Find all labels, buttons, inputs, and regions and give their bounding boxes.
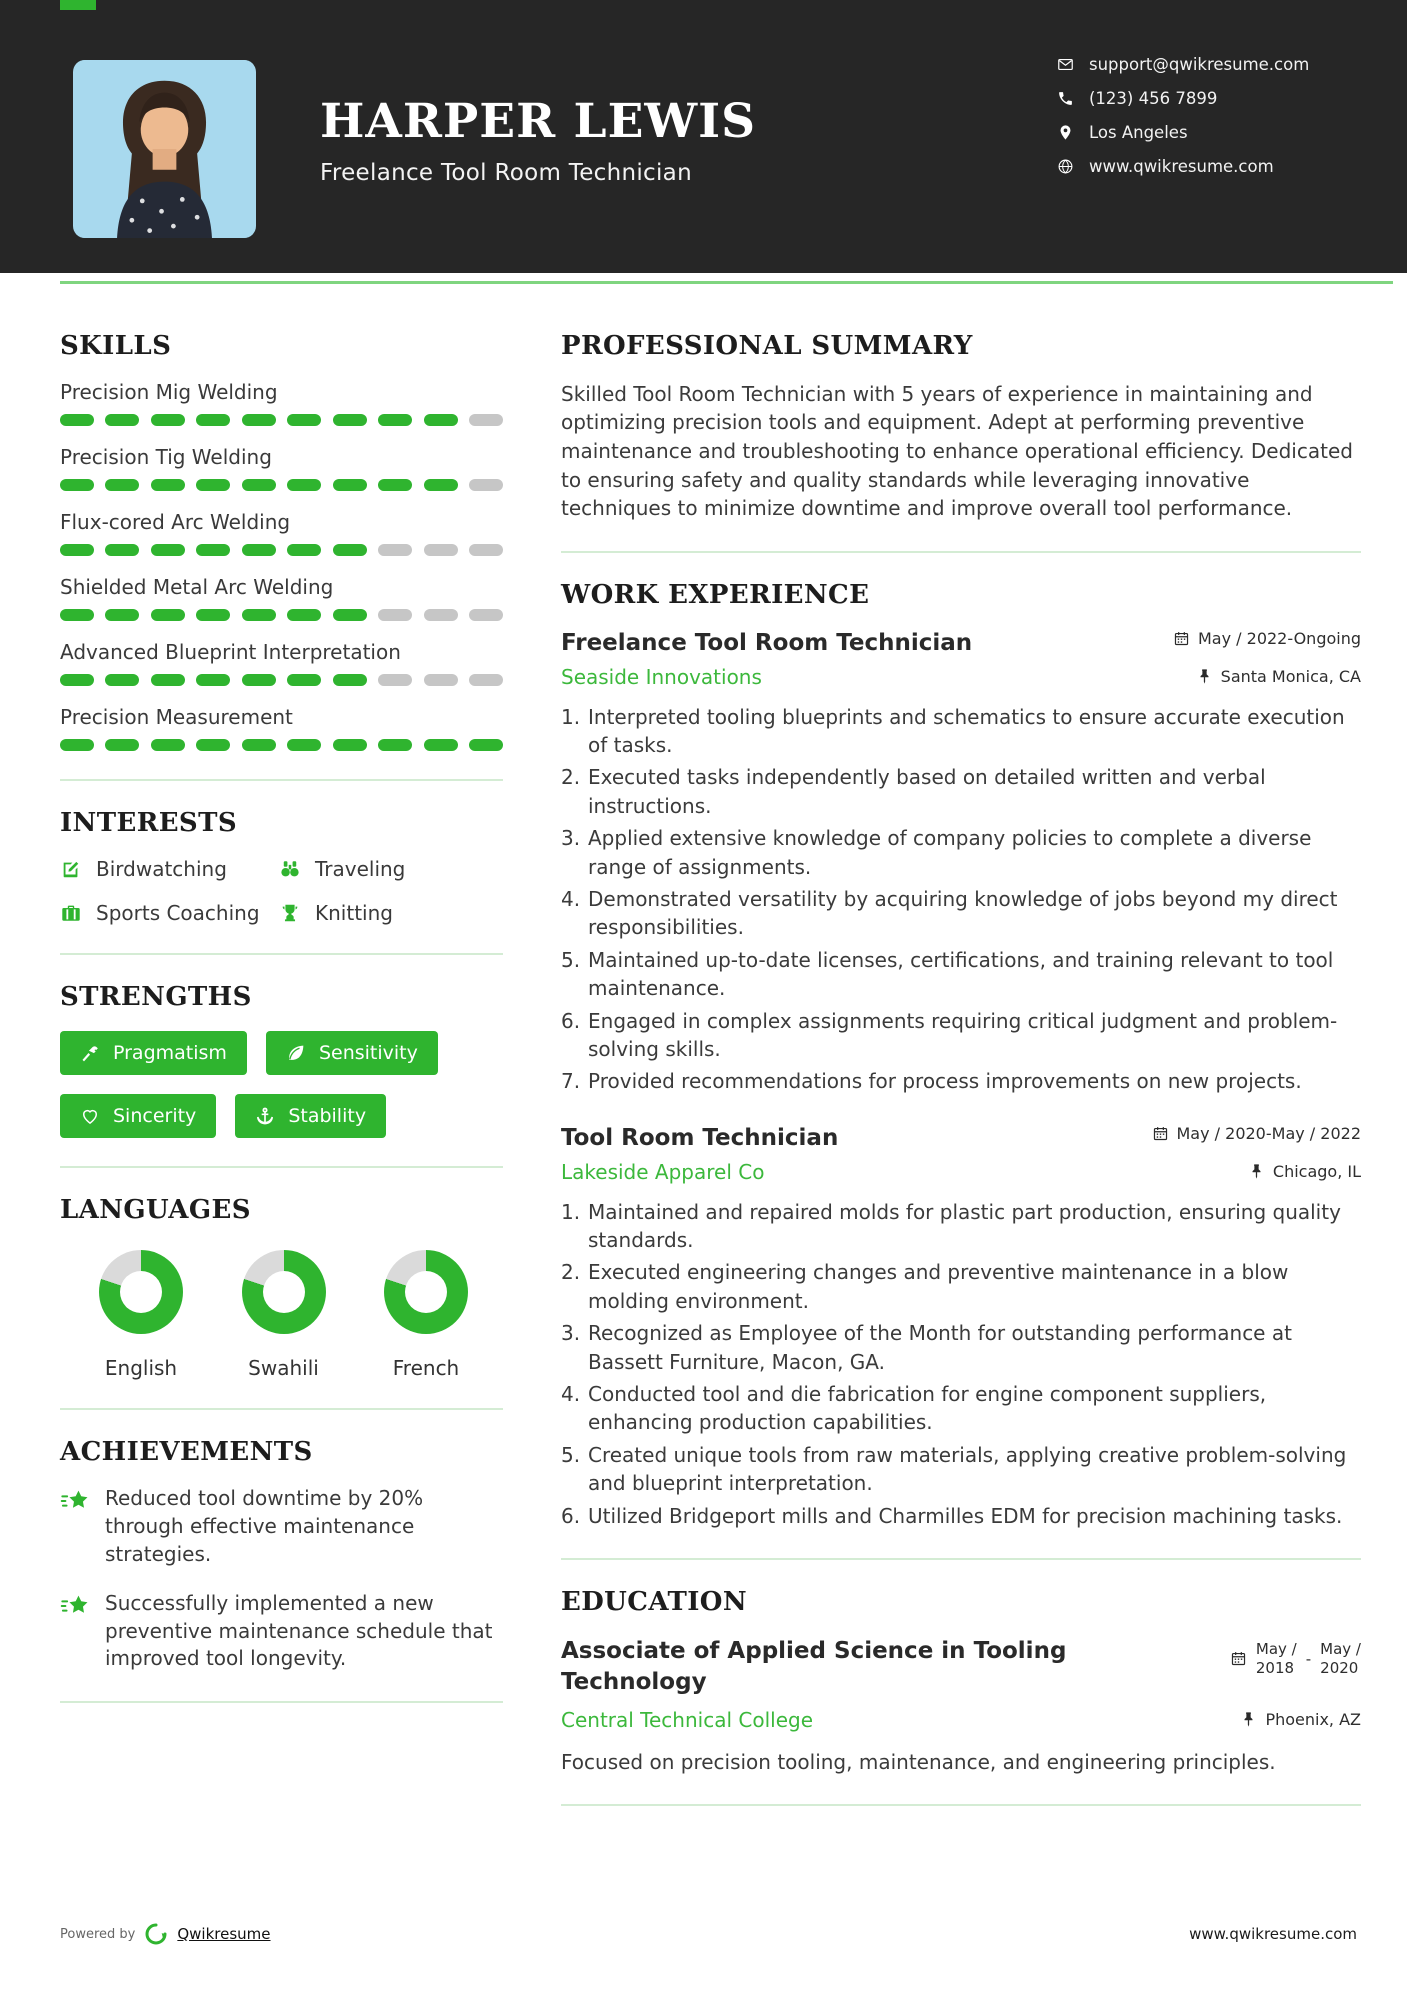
section-divider xyxy=(561,1804,1361,1806)
skill-bar-segment xyxy=(105,414,139,426)
strength-label: Sensitivity xyxy=(318,1041,418,1064)
skill-bar-segment xyxy=(333,544,367,556)
profile-photo-illustration xyxy=(73,60,256,238)
education-section xyxy=(561,1588,1361,1776)
heart-icon xyxy=(80,1106,100,1126)
job-entry xyxy=(561,629,1361,1096)
section-divider xyxy=(60,779,503,781)
skill-bar-segment xyxy=(287,479,321,491)
section-divider xyxy=(60,1166,503,1168)
header-accent-bar xyxy=(60,0,96,10)
skill-bar-segment xyxy=(424,414,458,426)
skill-bar-segment xyxy=(333,674,367,686)
strength-badge xyxy=(60,1094,216,1138)
skill-bar-segment xyxy=(424,739,458,751)
language-donut-chart xyxy=(384,1250,468,1334)
job-bullet: Executed tasks independently based on detailed written and verbal instructions. xyxy=(588,765,1266,818)
achievements-heading: ACHIEVEMENTS xyxy=(60,1436,313,1467)
job-title: Freelance Tool Room Technician xyxy=(561,629,973,656)
profile-photo xyxy=(73,60,256,238)
education-location-text: Phoenix, AZ xyxy=(1265,1710,1361,1730)
skill-bar-segment xyxy=(196,479,230,491)
shooting-star-icon xyxy=(60,1487,90,1515)
candidate-name: HARPER LEWIS xyxy=(320,94,757,149)
education-location xyxy=(1240,1710,1361,1729)
interest-label: Traveling xyxy=(315,856,406,881)
job-location-text: Chicago, IL xyxy=(1272,1162,1361,1182)
job-bullet: Engaged in complex assignments requiring critical judgment and problem-solving skills. xyxy=(588,1008,1338,1061)
education-heading: EDUCATION xyxy=(561,1586,748,1617)
gavel-icon xyxy=(80,1043,100,1063)
skill-bar-segment xyxy=(151,739,185,751)
interest-item xyxy=(60,901,279,925)
skill-row xyxy=(60,380,503,426)
skill-bar-segment xyxy=(242,739,276,751)
education-note: Focused on precision tooling, maintenance, and engineering principles. xyxy=(561,1749,1276,1774)
skill-bar-segment xyxy=(242,544,276,556)
contact-phone xyxy=(1057,89,1309,108)
job-bullet: Provided recommendations for process improvements on new projects. xyxy=(588,1069,1302,1094)
skill-bar-segment xyxy=(424,609,458,621)
skill-bar-segment xyxy=(105,739,139,751)
education-school: Central Technical College xyxy=(561,1707,813,1732)
email-icon xyxy=(1057,56,1074,73)
job-location xyxy=(1196,667,1361,686)
skill-label: Shielded Metal Arc Welding xyxy=(60,574,334,599)
education-degree: Associate of Applied Science in Tooling Technology xyxy=(561,1637,1067,1695)
achievement-text: Reduced tool downtime by 20% through effective maintenance strategies. xyxy=(105,1486,424,1566)
skill-bar xyxy=(60,609,503,621)
skill-label: Precision Mig Welding xyxy=(60,379,278,404)
job-bullet-list xyxy=(561,1198,1361,1530)
skill-bar-segment xyxy=(242,414,276,426)
skill-bar-segment xyxy=(196,739,230,751)
globe-icon xyxy=(1057,158,1074,175)
interest-label: Birdwatching xyxy=(96,856,227,881)
skill-bar-segment xyxy=(196,609,230,621)
strength-badge xyxy=(60,1031,247,1075)
experience-heading: WORK EXPERIENCE xyxy=(561,579,870,610)
job-bullet: Maintained and repaired molds for plastic part production, ensuring quality standards. xyxy=(588,1199,1341,1252)
skill-bar-segment xyxy=(287,739,321,751)
job-bullet: Maintained up-to-date licenses, certifications, and training relevant to tool maintenance. xyxy=(588,947,1334,1001)
skill-bar-segment xyxy=(60,544,94,556)
binoculars-icon xyxy=(279,858,301,880)
anchor-icon xyxy=(255,1106,275,1126)
interests-heading: INTERESTS xyxy=(60,807,238,838)
skill-bar-segment xyxy=(469,414,503,426)
skill-bar-segment xyxy=(151,544,185,556)
achievement-text: Successfully implemented a new preventive maintenance schedule that improved tool longevity. xyxy=(105,1591,493,1671)
skill-bar-segment xyxy=(287,674,321,686)
skill-bar-segment xyxy=(242,479,276,491)
skill-bar-segment xyxy=(333,609,367,621)
skill-bar-segment xyxy=(287,414,321,426)
job-entry xyxy=(561,1124,1361,1530)
summary-heading: PROFESSIONAL SUMMARY xyxy=(561,331,973,361)
footer-branding xyxy=(60,1922,271,1946)
skill-bar-segment xyxy=(333,739,367,751)
section-divider xyxy=(60,953,503,955)
summary-section xyxy=(561,332,1361,523)
footer-website-link[interactable]: www.qwikresume.com xyxy=(1189,1925,1357,1943)
interest-item xyxy=(60,857,279,881)
language-item xyxy=(86,1250,196,1380)
job-title: Tool Room Technician xyxy=(561,1124,839,1151)
qwikresume-brand-link[interactable]: Qwikresume xyxy=(177,1925,271,1943)
skill-label: Precision Measurement xyxy=(60,704,293,729)
education-date-start: May / 2018 xyxy=(1255,1639,1297,1677)
achievement-item xyxy=(60,1485,503,1568)
skill-bar-segment xyxy=(105,479,139,491)
shooting-star-icon xyxy=(60,1592,90,1620)
contact-website-text: www.qwikresume.com xyxy=(1089,157,1274,176)
phone-icon xyxy=(1057,90,1074,107)
skill-row xyxy=(60,640,503,686)
location-icon xyxy=(1057,124,1074,141)
skill-bar-segment xyxy=(469,479,503,491)
skill-bar-segment xyxy=(242,609,276,621)
strength-label: Sincerity xyxy=(113,1104,197,1127)
skill-bar-segment xyxy=(378,674,412,686)
job-bullet: Applied extensive knowledge of company policies to complete a diverse range of assignments. xyxy=(588,826,1312,879)
edit-icon xyxy=(60,858,82,880)
skill-bar-segment xyxy=(378,609,412,621)
strength-badge xyxy=(235,1094,386,1138)
summary-text: Skilled Tool Room Technician with 5 years of experience in maintaining and optimizing precision tools and equipment. Adept at performing preventive maintenance and troubleshooting to enhance operational efficiency. Dedicated to ensuring safety and quality standards while leveraging innovative techniques to minimize downtime and improve overall tool performance. xyxy=(561,381,1353,521)
language-label: Swahili xyxy=(248,1355,319,1380)
contact-website xyxy=(1057,157,1309,176)
education-dates xyxy=(1230,1640,1361,1678)
skill-bar-segment xyxy=(105,609,139,621)
skill-bar-segment xyxy=(196,674,230,686)
section-divider xyxy=(60,1408,503,1410)
strength-badges xyxy=(60,1031,503,1138)
skill-bar-segment xyxy=(60,674,94,686)
powered-by-label: Powered by xyxy=(60,1926,136,1942)
skill-row xyxy=(60,510,503,556)
job-dates xyxy=(1152,1124,1362,1143)
job-bullet-list xyxy=(561,703,1361,1096)
skill-label: Advanced Blueprint Interpretation xyxy=(60,639,401,664)
skill-bar-segment xyxy=(424,544,458,556)
strength-label: Pragmatism xyxy=(113,1041,227,1064)
skill-bar-segment xyxy=(60,414,94,426)
job-bullet: Conducted tool and die fabrication for engine component suppliers, enhancing production capabilities. xyxy=(588,1381,1267,1435)
job-bullet: Created unique tools from raw materials, applying creative problem-solving and blueprint interpretation. xyxy=(588,1442,1347,1496)
language-donut-chart xyxy=(242,1250,326,1334)
strengths-heading: STRENGTHS xyxy=(60,981,252,1012)
skill-bar xyxy=(60,544,503,556)
skill-label: Flux-cored Arc Welding xyxy=(60,509,291,534)
skill-bar-segment xyxy=(469,609,503,621)
skill-bar-segment xyxy=(105,674,139,686)
job-company: Lakeside Apparel Co xyxy=(561,1159,765,1184)
skill-bar-segment xyxy=(60,739,94,751)
section-divider xyxy=(561,551,1361,553)
skill-row xyxy=(60,575,503,621)
candidate-title: Freelance Tool Room Technician xyxy=(320,159,692,186)
footer xyxy=(60,1922,1357,1946)
contact-list xyxy=(1057,55,1309,176)
job-bullet: Interpreted tooling blueprints and schematics to ensure accurate execution of tasks. xyxy=(588,704,1345,758)
skill-bar-segment xyxy=(424,674,458,686)
job-bullet: Executed engineering changes and preventive maintenance in a blow molding environment. xyxy=(588,1260,1289,1313)
leaf-icon xyxy=(286,1043,306,1063)
skill-bar xyxy=(60,739,503,751)
skill-bar-segment xyxy=(378,414,412,426)
skill-bar-segment xyxy=(60,479,94,491)
qwikresume-logo-icon xyxy=(144,1922,168,1946)
skill-bar-segment xyxy=(378,479,412,491)
interests-section xyxy=(60,809,503,925)
job-dates xyxy=(1173,629,1361,648)
sidebar xyxy=(60,332,503,1834)
languages-heading: LANGUAGES xyxy=(60,1194,251,1225)
section-divider xyxy=(60,1701,503,1703)
skills-section xyxy=(60,332,503,751)
experience-section xyxy=(561,581,1361,1530)
calendar-icon xyxy=(1230,1650,1247,1667)
skill-bar-segment xyxy=(151,479,185,491)
skills-heading: SKILLS xyxy=(60,331,172,361)
pushpin-icon xyxy=(1248,1163,1265,1180)
skill-bar xyxy=(60,479,503,491)
skill-bar-segment xyxy=(469,544,503,556)
skill-bar xyxy=(60,674,503,686)
calendar-icon xyxy=(1173,630,1190,647)
job-bullet: Demonstrated versatility by acquiring knowledge of jobs beyond my direct responsibilities. xyxy=(588,886,1338,940)
pushpin-icon xyxy=(1196,668,1213,685)
skill-row xyxy=(60,445,503,491)
job-dates-text: May / 2022-Ongoing xyxy=(1198,628,1361,648)
skill-bar-segment xyxy=(287,544,321,556)
interest-label: Knitting xyxy=(315,900,393,925)
skill-bar-segment xyxy=(333,479,367,491)
skill-bar-segment xyxy=(196,414,230,426)
interest-grid xyxy=(60,857,503,925)
interest-label: Sports Coaching xyxy=(96,900,260,925)
contact-location xyxy=(1057,123,1309,142)
language-item xyxy=(371,1250,481,1380)
contact-email xyxy=(1057,55,1309,74)
job-company: Seaside Innovations xyxy=(561,664,762,689)
skill-bar-segment xyxy=(151,674,185,686)
trophy-icon xyxy=(279,902,301,924)
skill-bar xyxy=(60,414,503,426)
header xyxy=(0,0,1407,273)
education-date-separator: - xyxy=(1305,1649,1312,1668)
skill-bar-segment xyxy=(469,674,503,686)
strengths-section xyxy=(60,983,503,1138)
interest-item xyxy=(279,857,503,881)
content xyxy=(0,284,1407,1834)
language-item xyxy=(229,1250,339,1380)
skill-label: Precision Tig Welding xyxy=(60,444,272,469)
main-column xyxy=(561,332,1361,1834)
strength-label: Stability xyxy=(288,1104,367,1127)
skill-bar-segment xyxy=(151,414,185,426)
language-label: English xyxy=(104,1355,178,1380)
skill-row xyxy=(60,705,503,751)
skill-bar-segment xyxy=(424,479,458,491)
language-label: French xyxy=(392,1355,460,1380)
job-location xyxy=(1248,1162,1361,1181)
section-divider xyxy=(561,1558,1361,1560)
language-charts xyxy=(60,1244,503,1380)
contact-phone-text: (123) 456 7899 xyxy=(1089,89,1218,108)
achievements-section xyxy=(60,1438,503,1673)
strength-badge xyxy=(266,1031,438,1075)
pushpin-icon xyxy=(1240,1711,1257,1728)
contact-location-text: Los Angeles xyxy=(1089,123,1188,142)
contact-email-text: support@qwikresume.com xyxy=(1089,55,1310,74)
skill-bar-segment xyxy=(196,544,230,556)
skill-bar-segment xyxy=(242,674,276,686)
skill-bar-segment xyxy=(469,739,503,751)
job-dates-text: May / 2020-May / 2022 xyxy=(1176,1123,1361,1143)
achievement-item xyxy=(60,1590,503,1673)
skill-bar-segment xyxy=(378,544,412,556)
skill-bar-segment xyxy=(60,609,94,621)
job-bullet: Utilized Bridgeport mills and Charmilles EDM for precision machining tasks. xyxy=(588,1503,1343,1528)
skill-bar-segment xyxy=(333,414,367,426)
skill-bar-segment xyxy=(151,609,185,621)
skill-bar-segment xyxy=(378,739,412,751)
briefcase-icon xyxy=(60,902,82,924)
skill-bar-segment xyxy=(287,609,321,621)
job-bullet: Recognized as Employee of the Month for outstanding performance at Bassett Furniture, Macon, GA. xyxy=(588,1321,1292,1374)
identity-block xyxy=(320,96,756,186)
languages-section xyxy=(60,1196,503,1380)
skill-bar-segment xyxy=(105,544,139,556)
education-date-end: May / 2020 xyxy=(1320,1639,1361,1677)
interest-item xyxy=(279,901,503,925)
calendar-icon xyxy=(1152,1125,1169,1142)
job-location-text: Santa Monica, CA xyxy=(1220,667,1361,687)
language-donut-chart xyxy=(99,1250,183,1334)
